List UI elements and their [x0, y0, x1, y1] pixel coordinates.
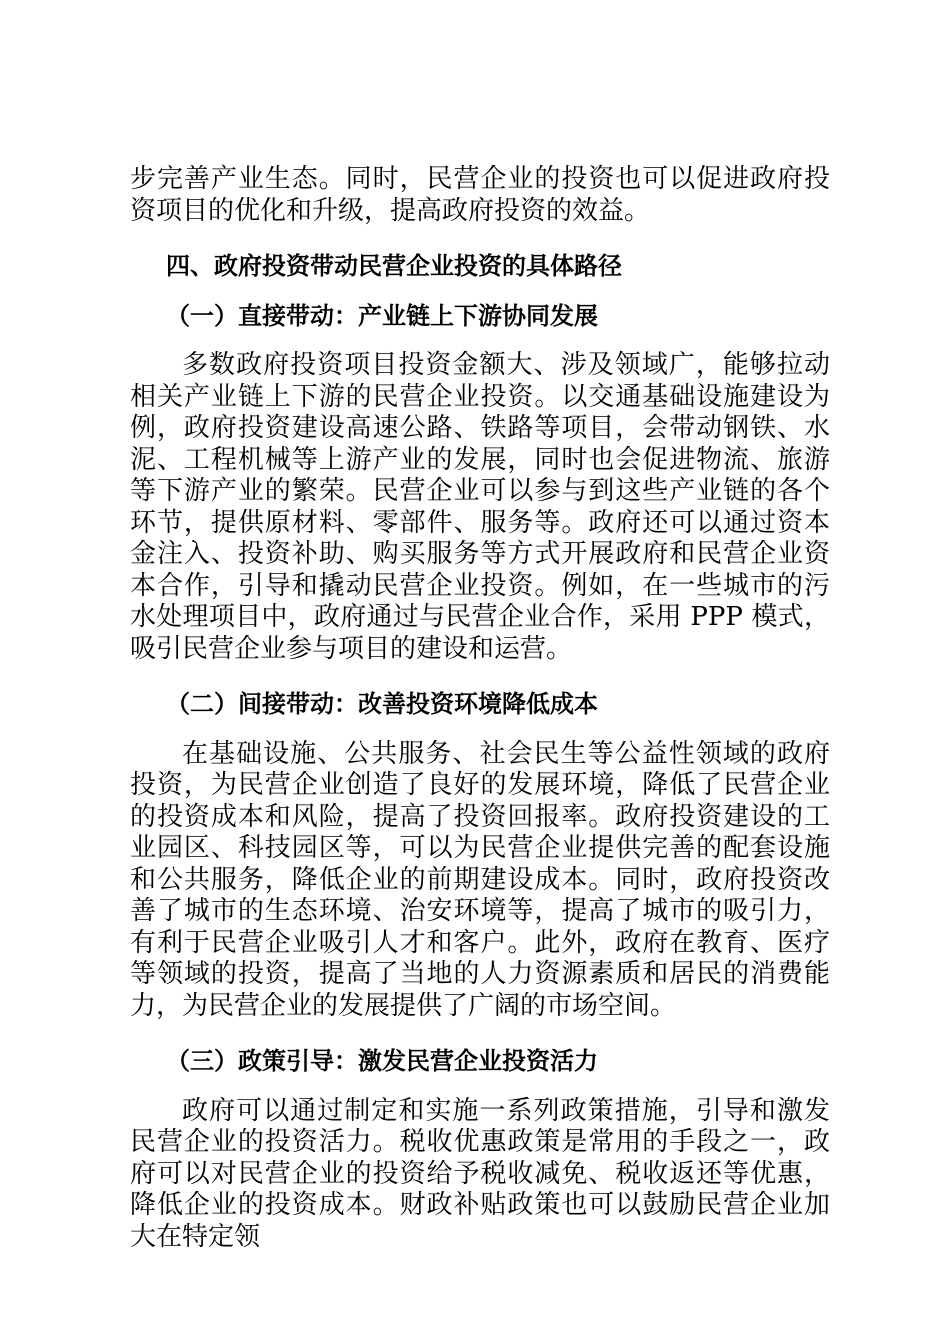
subsection-heading-policy: （三）政策引导：激发民营企业投资活力 [166, 1047, 598, 1075]
paragraph-direct: 多数政府投资项目投资金额大、涉及领域广，能够拉动相关产业链上下游的民营企业投资。以交通基础设施建设为例，政府投资建设高速公路、铁路等项目，会带动钢铁、水泥、工程机械等上游产业的发展，同时也会促进物流、旅游等下游产业的繁荣。民营企业可以参与到这些产业链的各个环节，提供原材料、零部件、服务等。政府还可以通过资本金注入、投资补助、购买服务等方式开展政府和民营企业资本合作，引导和撬动民营企业投资。例如，在一些城市的污水处理项目中，政府通过与民营企业合作，采用 PPP 模式，吸引民营企业参与项目的建设和运营。 [130, 350, 830, 664]
paragraph-intro-continued: 步完善产业生态。同时，民营企业的投资也可以促进政府投资项目的优化和升级，提高政府投资的效益。 [130, 164, 830, 226]
paragraph-policy: 政府可以通过制定和实施一系列政策措施，引导和激发民营企业的投资活力。税收优惠政策是常用的手段之一，政府可以对民营企业的投资给予税收减免、税收返还等优惠，降低企业的投资成本。财政补贴政策也可以鼓励民营企业加大在特定领 [130, 1095, 830, 1252]
subsection-heading-direct: （一）直接带动：产业链上下游协同发展 [166, 301, 598, 330]
document-page [130, 164, 830, 1253]
paragraph-indirect: 在基础设施、公共服务、社会民生等公益性领域的政府投资，为民营企业创造了良好的发展环境，降低了民营企业的投资成本和风险，提高了投资回报率。政府投资建设的工业园区、科技园区等，可以为民营企业提供完善的配套设施和公共服务，降低企业的前期建设成本。同时，政府投资改善了城市的生态环境、治安环境等，提高了城市的吸引力，有利于民营企业吸引人才和客户。此外，政府在教育、医疗等领域的投资，提高了当地的人力资源素质和居民的消费能力，为民营企业的发展提供了广阔的市场空间。 [130, 738, 830, 1021]
subsection-heading-indirect: （二）间接带动：改善投资环境降低成本 [166, 690, 598, 718]
section-heading-four: 四、政府投资带动民营企业投资的具体路径 [166, 252, 622, 280]
